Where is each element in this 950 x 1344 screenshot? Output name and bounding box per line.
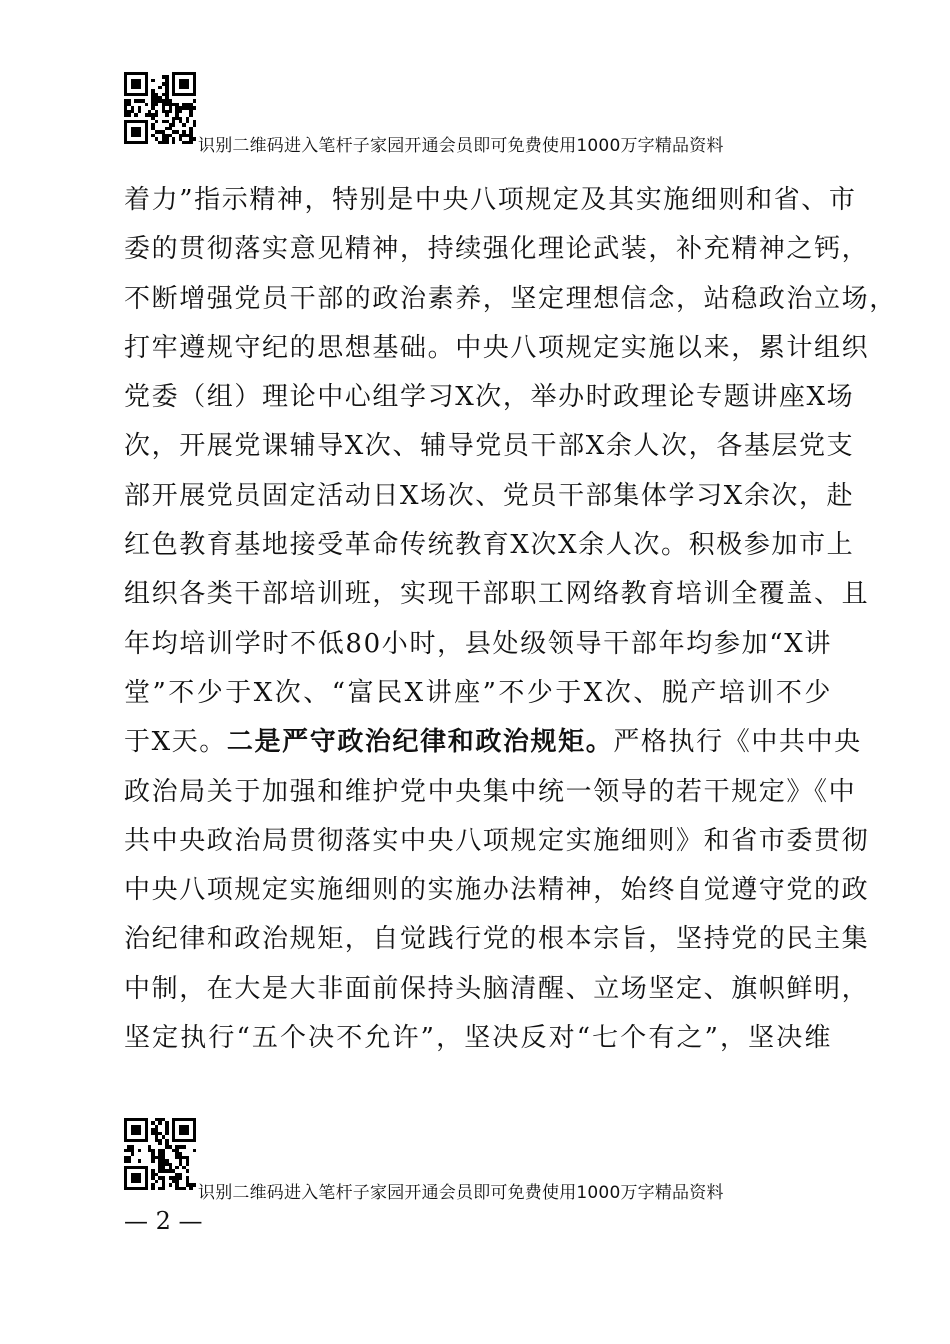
body-line: 不断增强党员干部的政治素养，坚定理想信念，站稳政治立场， [124,283,897,314]
body-line: 共中央政治局贯彻落实中央八项规定实施细则》和省市委贯彻 [124,825,870,856]
page-number: — 2 — [124,1207,203,1235]
body-line: 政治局关于加强和维护党中央集中统一领导的若干规定》《中 [124,776,857,807]
body-line: 组织各类干部培训班，实现干部职工网络教育培训全覆盖、且 [124,579,870,610]
qr-code-bottom [124,1118,196,1190]
body-line: 着力”指示精神，特别是中央八项规定及其实施细则和省、市 [124,185,857,215]
document-body [124,176,897,1063]
body-line: 堂”不少于X次、“富民X讲座”不少于X次、脱产培训不少 [124,677,832,708]
body-line-with-heading [124,718,862,767]
body-line-prefix: 于X天。 [124,727,227,758]
body-line: 坚定执行“五个决不允许”，坚决反对“七个有之”，坚决维 [124,1023,832,1054]
body-line: 年均培训学时不低80小时，县处级领导干部年均参加“X讲 [124,628,832,659]
body-line: 中制，在大是大非面前保持头脑清醒、立场坚定、旗帜鲜明， [124,973,870,1004]
body-line: 红色教育基地接受革命传统教育X次X余人次。积极参加市上 [124,530,855,561]
body-line: 中央八项规定实施细则的实施办法精神，始终自觉遵守党的政 [124,875,870,906]
qr-code-top [124,72,196,144]
body-line: 打牢遵规守纪的思想基础。中央八项规定实施以来，累计组织 [124,332,870,363]
body-line: 党委（组）理论中心组学习X次，举办时政理论专题讲座X场 [124,382,855,413]
section-heading-two: 二是严守政治纪律和政治规矩。 [226,727,614,758]
header-qr-caption: 识别二维码进入笔杆子家园开通会员即可免费使用1000万字精品资料 [198,136,724,156]
body-line: 委的贯彻落实意见精神，持续强化理论武装，补充精神之钙， [124,234,870,265]
body-line: 次，开展党课辅导X次、辅导党员干部X余人次，各基层党支 [124,431,855,462]
body-line-suffix: 严格执行《中共中央 [613,727,862,758]
footer-qr-caption: 识别二维码进入笔杆子家园开通会员即可免费使用1000万字精品资料 [198,1183,724,1203]
body-line: 治纪律和政治规矩，自觉践行党的根本宗旨，坚持党的民主集 [124,924,870,955]
body-line: 部开展党员固定活动日X场次、党员干部集体学习X余次，赴 [124,480,855,511]
